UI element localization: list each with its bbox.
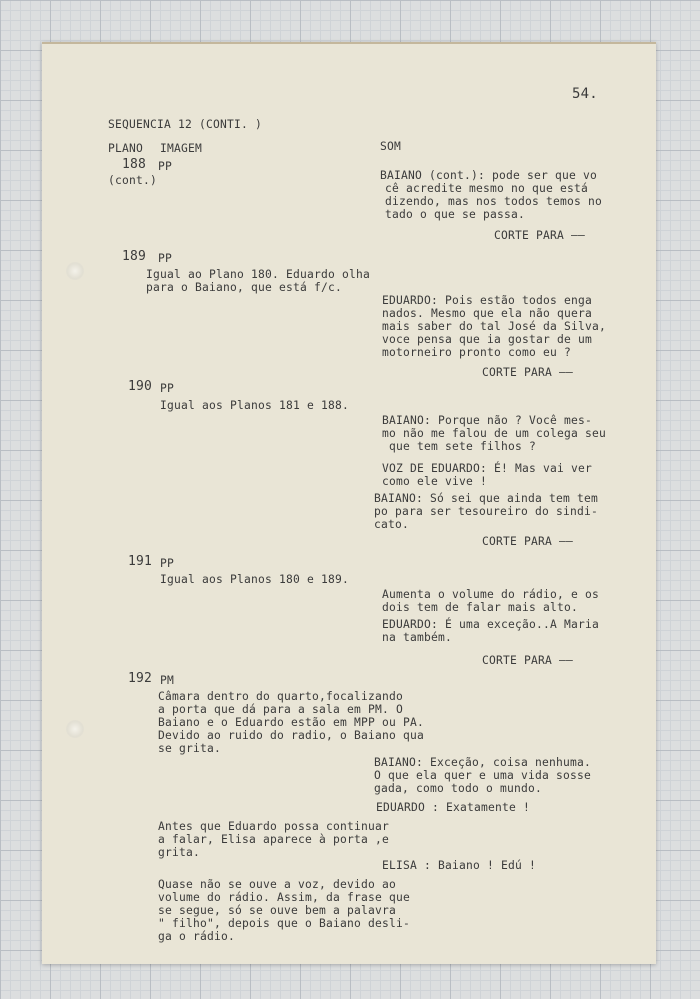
- transition-cut: CORTE PARA ——: [494, 229, 586, 242]
- sound-line: na também.: [382, 631, 453, 644]
- shot-type: PP: [158, 252, 173, 265]
- sound-line: O que ela quer e uma vida sosse: [374, 769, 592, 782]
- shot-type: PP: [160, 557, 175, 570]
- sound-line: nados. Mesmo que ela não quera: [382, 307, 593, 320]
- transition-cut: CORTE PARA ——: [482, 535, 574, 548]
- sound-line: BAIANO (cont.): pode ser que vo: [380, 169, 598, 182]
- column-header-som: SOM: [380, 140, 402, 153]
- sound-line: como ele vive !: [382, 475, 488, 488]
- shot-type: PM: [160, 674, 175, 687]
- sequence-title: SEQUENCIA 12 (CONTI. ): [108, 118, 263, 131]
- image-line: para o Baiano, que está f/c.: [146, 281, 343, 294]
- column-header-imagem: IMAGEM: [160, 142, 203, 155]
- sound-line: BAIANO: Só sei que ainda tem tem: [374, 492, 599, 505]
- image-line: a porta que dá para a sala em PM. O: [158, 703, 404, 716]
- sound-line: gada, como todo o mundo.: [374, 782, 543, 795]
- sound-line: Aumenta o volume do rádio, e os: [382, 588, 600, 601]
- shot-number: 192: [128, 671, 153, 686]
- sound-line: cê acredite mesmo no que está: [385, 182, 589, 195]
- sound-line: que tem sete filhos ?: [382, 440, 537, 453]
- sound-line: mais saber do tal José da Silva,: [382, 320, 607, 333]
- sound-line: tado o que se passa.: [385, 208, 526, 221]
- sound-line: EDUARDO : Exatamente !: [376, 801, 531, 814]
- sound-line: VOZ DE EDUARDO: É! Mas vai ver: [382, 462, 593, 475]
- sound-line: EDUARDO: Pois estão todos enga: [382, 294, 593, 307]
- image-line: Igual aos Planos 180 e 189.: [160, 573, 350, 586]
- shot-number: 189: [122, 249, 147, 264]
- image-line: Igual ao Plano 180. Eduardo olha: [146, 268, 371, 281]
- image-line: ga o rádio.: [158, 930, 236, 943]
- shot-type: PP: [158, 160, 173, 173]
- punch-hole: [66, 720, 84, 738]
- image-line: Igual aos Planos 181 e 188.: [160, 399, 350, 412]
- page-number: 54.: [572, 86, 598, 102]
- punch-hole: [66, 262, 84, 280]
- image-line: Antes que Eduardo possa continuar: [158, 820, 390, 833]
- sound-line: BAIANO: Exceção, coisa nenhuma.: [374, 756, 592, 769]
- image-line: a falar, Elisa aparece à porta ,e: [158, 833, 390, 846]
- image-line: Baiano e o Eduardo estão em MPP ou PA.: [158, 716, 425, 729]
- image-line: grita.: [158, 846, 201, 859]
- shot-number: 190: [128, 379, 153, 394]
- sound-line: EDUARDO: É uma exceção..A Maria: [382, 618, 600, 631]
- sound-line: dizendo, mas nos todos temos no: [385, 195, 603, 208]
- image-line: volume do rádio. Assim, da frase que: [158, 891, 411, 904]
- sound-line: cato.: [374, 518, 410, 531]
- image-line: se segue, só se ouve bem a palavra: [158, 904, 397, 917]
- shot-continued: (cont.): [108, 174, 158, 187]
- shot-number: 191: [128, 554, 153, 569]
- sound-line: BAIANO: Porque não ? Você mes-: [382, 414, 593, 427]
- sound-line: motorneiro pronto como eu ?: [382, 346, 572, 359]
- column-header-plano: PLANO: [108, 142, 144, 155]
- sound-line: po para ser tesoureiro do sindi-: [374, 505, 599, 518]
- image-line: se grita.: [158, 742, 222, 755]
- image-line: " filho", depois que o Baiano desli-: [158, 917, 411, 930]
- shot-number: 188: [122, 157, 147, 172]
- shot-type: PP: [160, 382, 175, 395]
- image-line: Quase não se ouve a voz, devido ao: [158, 878, 397, 891]
- sound-line: voce pensa que ia gostar de um: [382, 333, 593, 346]
- image-line: Devido ao ruido do radio, o Baiano qua: [158, 729, 425, 742]
- sound-line: mo não me falou de um colega seu: [382, 427, 607, 440]
- transition-cut: CORTE PARA ——: [482, 366, 574, 379]
- sound-line: ELISA : Baiano ! Edú !: [382, 859, 537, 872]
- image-line: Câmara dentro do quarto,focalizando: [158, 690, 404, 703]
- transition-cut: CORTE PARA ——: [482, 654, 574, 667]
- sound-line: dois tem de falar mais alto.: [382, 601, 579, 614]
